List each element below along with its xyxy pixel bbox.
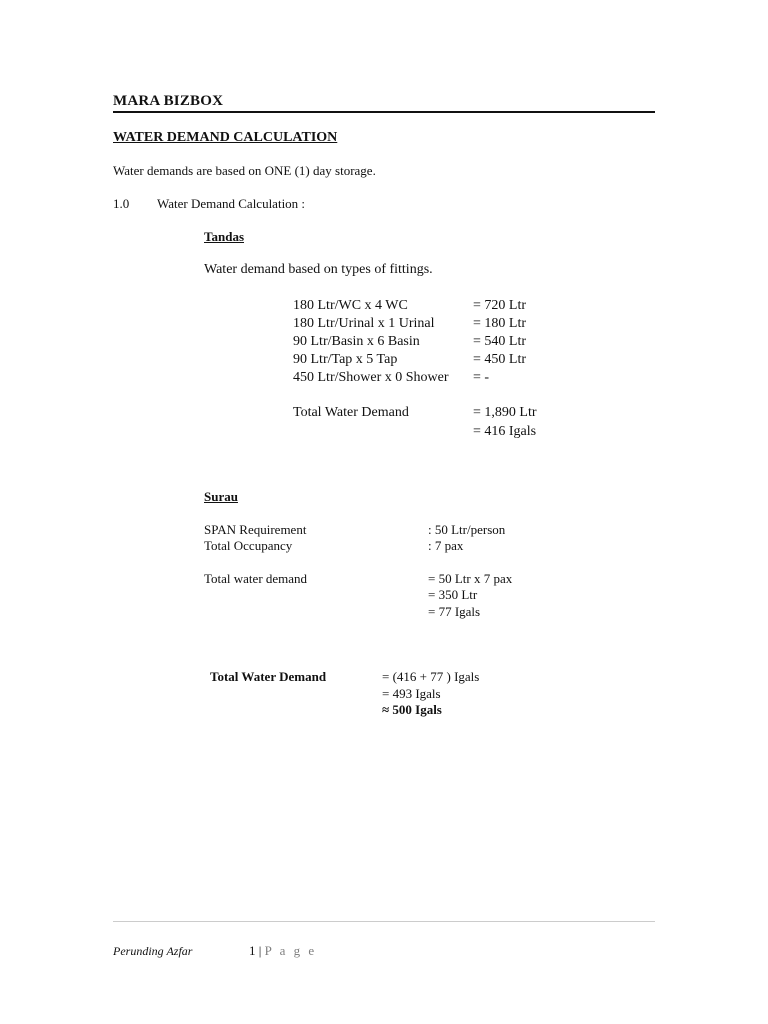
tandas-total-ltr: = 1,890 Ltr: [473, 405, 537, 420]
surau-calc-line: = 350 Ltr: [428, 587, 478, 602]
total-occupancy-label: Total Occupancy: [204, 538, 293, 553]
surau-heading: Surau: [204, 489, 238, 504]
page-number: 1: [249, 943, 256, 958]
tandas-total-row: [293, 405, 537, 421]
fitting-label: 180 Ltr/WC x 4 WC: [293, 298, 408, 313]
page-word: P a g e: [264, 943, 317, 958]
fitting-row: [293, 370, 490, 386]
intro-text: Water demands are based on ONE (1) day storage.: [113, 163, 376, 178]
tandas-heading: Tandas: [204, 229, 244, 244]
item-label: Water Demand Calculation :: [157, 196, 306, 211]
fitting-label: 90 Ltr/Basin x 6 Basin: [293, 334, 420, 349]
fitting-row: [293, 334, 526, 350]
item-number: 1.0: [113, 196, 130, 211]
grand-total-final: ≈ 500 Igals: [382, 702, 442, 717]
span-requirement-value: : 50 Ltr/person: [428, 522, 506, 537]
fitting-label: 180 Ltr/Urinal x 1 Urinal: [293, 316, 435, 331]
fitting-row: [293, 298, 526, 314]
grand-total-line: = 493 Igals: [382, 686, 441, 701]
grand-total-line: = (416 + 77 ) Igals: [382, 669, 480, 684]
surau-calc-line: = 77 Igals: [428, 604, 481, 619]
header-divider: [113, 111, 655, 113]
page-separator: |: [258, 943, 262, 958]
tandas-total-label: Total Water Demand: [293, 405, 409, 420]
document-header-title: MARA BIZBOX: [113, 93, 224, 109]
page-indicator: [249, 943, 317, 959]
fitting-value: = -: [473, 370, 490, 385]
tandas-description: Water demand based on types of fittings.: [204, 262, 433, 277]
section-title: WATER DEMAND CALCULATION: [113, 130, 338, 145]
footer-divider: [113, 921, 655, 922]
fitting-value: = 180 Ltr: [473, 316, 526, 331]
grand-total-label: Total Water Demand: [210, 669, 327, 684]
surau-total-label: Total water demand: [204, 571, 308, 586]
surau-calc-line: = 50 Ltr x 7 pax: [428, 571, 513, 586]
fitting-value: = 450 Ltr: [473, 352, 526, 367]
span-requirement-label: SPAN Requirement: [204, 522, 307, 537]
fitting-value: = 720 Ltr: [473, 298, 526, 313]
footer-author: Perunding Azfar: [113, 944, 193, 958]
tandas-total-igals: = 416 Igals: [473, 424, 537, 439]
total-occupancy-value: : 7 pax: [428, 538, 464, 553]
fitting-label: 450 Ltr/Shower x 0 Shower: [293, 370, 449, 385]
fitting-label: 90 Ltr/Tap x 5 Tap: [293, 352, 398, 367]
fitting-row: [293, 316, 526, 332]
fitting-value: = 540 Ltr: [473, 334, 526, 349]
fitting-row: [293, 352, 526, 368]
